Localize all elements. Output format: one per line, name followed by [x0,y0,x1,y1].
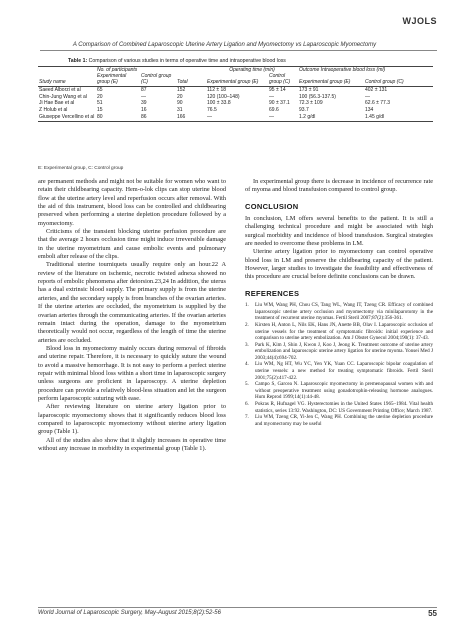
cell-e: 15 [97,107,103,113]
cell-loss-e: 173 ± 91 [299,86,319,93]
cell-loss-c: 402 ± 131 [365,86,388,93]
cell-time-e: 100 ± 33.8 [207,100,231,107]
reference-number: 7. [245,414,249,421]
cell-loss-e: 100 (56.3-137.5) [299,93,336,100]
cell-time-c: 95 ± 14 [269,86,286,93]
table-caption [68,58,286,64]
reference-item [245,302,433,322]
col-header-experimental: Experimental group (E) [96,74,140,87]
cell-loss-e: 1.2 g/dl [298,114,364,121]
body-paragraph: Criticisms of the transient blocking uterine perfusion procedure are that the average 2 hours occlusion time might induce irreversible damage in the uterine myometrium and cause embolic events and pulmonary emboli after release of the clips. [38,228,226,261]
cell-total: 166 [176,114,206,121]
cell-e: 20 [97,93,103,100]
body-paragraph: In conclusion, LM offers several benefits to the patient. It is still a challenging technical procedure and might be associated with high surgical morbidity and incidence of blood transfusion. Surgical strategies are needed to overcome these problems in LM. [245,215,433,248]
cell-e: 51 [97,100,103,107]
footer-journal-citation: World Journal of Laparoscopic Surgery, May-August 2015;8(2):52-56 [38,610,221,616]
col-header-loss-control: Control group (C) [364,74,433,87]
reference-item [245,401,433,414]
body-paragraph: Traditional uterine tourniquets usually require only an hour.22 A review of the literature on ischemic, necrotic twisted adnexa showed no reports of embolic phenomena after detorsion.23,24 In addition, the uterus has a dual extrinsic blood supply. The primary supply is from the uterine arteries, and the secondary supply is from branches of the ovarian arteries. If the uterine arteries are occluded, the myometrium is supplied by the ovarian arteries through the communicating arteries. If the ovarian arteries remain intact during the operation, damage to the myometrium theoretically would not occur, regardless of the length of time the uterine arteries are occluded. [38,261,226,344]
body-paragraph: In experimental group there is decrease in incidence of recurrence rate of myoma and blood transfusion compared to control group. [245,178,433,194]
cell-study: Chin-Jung Wang et al [39,93,87,100]
references-heading: REFERENCES [245,288,300,298]
cell-study: Giuseppe Vercellino et al [39,113,95,120]
header-rule [40,50,437,51]
page-number: 55 [428,609,437,618]
reference-number: 5. [245,381,249,388]
reference-number: 6. [245,401,249,408]
cell-total: 152 [177,86,186,93]
reference-text: Liu WM, Wang PH, Chou CS, Tang WL, Wang IT, Tzeng CR. Efficacy of combined laparoscopic uterine artery occlusion and myomectomy via minilaparotomy in the treatment of recurrent uterine myomas. Fertil Steril 2007;87(2):356-361. [255,302,433,322]
reference-item [245,414,433,427]
reference-item [245,381,433,401]
cell-loss-e: 93.7 [299,107,309,113]
cell-loss-c: 134 [365,107,374,113]
table-row [38,114,433,121]
reference-item [245,342,433,362]
reference-text: Park K, Kim J, Shin J, Kwon J, Koo J, Jeong K. Treatment outcome of uterine artery embolization and laparoscopic uterine artery ligation for uterine myoma. Yonsei Med J 2003;44(4):694-702. [255,341,433,361]
reference-list [245,302,433,427]
comparison-table [38,66,433,122]
reference-item [245,361,433,381]
reference-number: 1. [245,302,249,309]
cell-time-c: 69.6 [269,107,279,113]
cell-loss-e: 72.3 ± 109 [299,100,323,107]
col-header-total: Total [176,74,206,87]
group-header-operating-time: Operating time (min) [206,67,298,74]
cell-time-e: 76.5 [207,107,217,113]
left-column [38,178,226,453]
body-paragraph: After reviewing literature on uterine artery ligation prior to laparoscopic myomectomy shows that it significantly reduces blood loss compared to laparoscopic myomectomy without uterine artery ligation group (Table 1). [38,403,226,436]
cell-time-e: 120 (100–148) [207,93,240,100]
cell-e: 65 [97,86,103,93]
table-caption-label: Table 1: [68,58,88,64]
right-column [245,178,433,427]
reference-text: Kirsten H, Anton L, Nils EK, Hans JN, Anette BB, Olav I. Laparoscopic occlusion of uterine vessels for the treatment of symptomatic fibroids: initial experience and comparison to uterine artery embolization. Am J Obstet Gynecol 2004;190(1): 37-43. [255,321,433,342]
reference-number: 4. [245,361,249,368]
page-header [0,6,449,28]
conclusion-heading: CONCLUSION [245,201,299,211]
cell-loss-c: — [365,93,370,100]
cell-c: 87 [141,86,147,93]
cell-c: 16 [141,107,147,113]
col-header-loss-experimental: Experimental group (E) [298,74,364,87]
table-footnote: E: Experimental group, C: Control group [38,166,124,171]
reference-text: Campo S, Garcea N. Laparoscopic myomectomy in premenopausal women with and without preoperative treatment using gonadotrophin-releasing hormone analogues. Hum Reprod 1999;14(1):44-48. [255,381,433,401]
table-row [38,87,433,94]
group-header-blood-loss: Outcome Intraoperative blood loss (ml) [298,67,433,74]
reference-number: 2. [245,321,249,328]
body-paragraph: Uterine artery ligation prior to myomectomy can control operative blood loss in LM and preserve the childbearing capacity of the patient. However, larger studies to investigate the feasibility and effectiveness of this procedure are crucial before definite conclusions can be drawn. [245,248,433,281]
body-paragraph: All of the studies also show that it slightly increases in operative time without any increase in morbidity in experimental group (Table 1). [38,436,226,452]
col-header-control: Control group (C) [140,74,176,87]
reference-text: Liu WM, Tzeng CR, Yi-Jen C, Wang PH. Combining the uterine depletion procedure and myomectomy may be useful [255,414,433,427]
cell-e: 80 [96,114,140,121]
col-header-time-control: Control group (C) [268,74,298,87]
col-header-study-name: Study name [38,74,96,87]
cell-total: 90 [177,100,183,107]
cell-loss-c: 1.45 g/dl [364,114,433,121]
reference-item [245,322,433,342]
reference-number: 3. [245,341,249,348]
cell-study: Z Holub et al [39,107,68,113]
table-column-header-row [38,74,433,87]
cell-c: 39 [141,100,147,107]
reference-text: Pokras R, Hufnagel VG. Hysterectomies in the United States 1965–1984. Vital health statistics, series 13:92. Washington, DC: US Government Printing Office; March 1987. [255,401,433,414]
cell-time-c: 90 ± 37.1 [269,100,290,107]
cell-loss-c: 62.6 ± 77.3 [365,100,390,107]
cell-c: 86 [140,114,176,121]
cell-study: Saeed Alborzi et al [39,86,81,93]
body-paragraph: Blood loss in myomectomy mainly occurs during removal of fibroids and uterine repair. Therefore, it is necessary to quickly suture the wound to avoid a massive hemorrhage. It is not easy to perform a perfect uterine repair with minimal blood loss within a short time in laparoscopic surgery unless surgeons are proficient in laparoscopy. A uterine depletion procedure can provide a relatively blood-less situation and let the surgeon perform laparoscopic suturing with ease. [38,344,226,402]
cell-time-c: — [268,114,298,121]
table-caption-text: Comparison of various studies in terms of operative time and intraoperative blood loss [88,58,286,64]
cell-total: 31 [177,107,183,113]
footer-rule [38,607,437,608]
running-title: A Comparison of Combined Laparoscopic Uterine Artery Ligation and Myomectomy vs Laparoscopic Myomectomy [72,42,377,48]
cell-study: Ji Hae Bae et al [39,100,75,107]
cell-c: — [141,93,146,100]
cell-time-e: 112 ± 18 [207,86,227,93]
cell-total: 20 [177,93,183,100]
cell-time-e: — [206,114,268,121]
col-header-time-experimental: Experimental group (E) [206,74,268,87]
journal-abbrev: WJOLS [402,16,437,26]
group-header-participants: No. of participants [96,67,206,74]
reference-text: Liu WM, Ng HT, Wu YC, Yen YK, Yuan CC. Laparoscopic bipolar coagulation of uterine vessels: a new method for treating symptomatic fibroids. Fertil Steril 2001;75(2):417-422. [255,361,433,381]
cell-time-c: — [269,93,274,100]
body-paragraph: are permanent methods and might not be suitable for women who want to retain their childbearing capacity. Hem-o-lok clips can stop uterine blood flow at the uterine artery level and reperfusion occurs after removal. With the aid of this instrument, blood loss can be controlled and childbearing preserved when performing a uterine depletion procedure followed by a myomectomy. [38,178,226,227]
